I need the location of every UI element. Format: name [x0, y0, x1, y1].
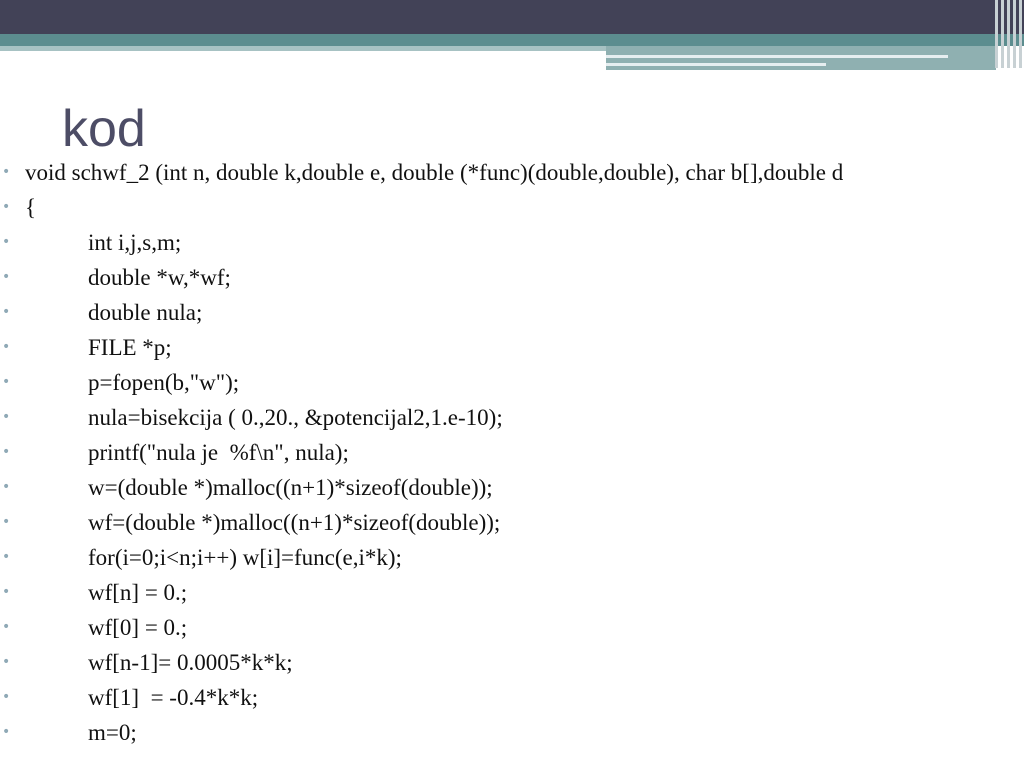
code-line [0, 365, 1024, 400]
code-line [0, 435, 1024, 470]
bullet-icon: • [2, 409, 11, 425]
bullet-icon: • [2, 444, 11, 460]
bullet-icon: • [2, 514, 11, 530]
bullet-icon: • [2, 619, 11, 635]
bullet-icon: • [2, 339, 11, 355]
code-line [0, 715, 1024, 750]
header-stripes [992, 0, 1024, 68]
code-line [0, 260, 1024, 295]
code-line [0, 680, 1024, 715]
code-line [0, 330, 1024, 365]
code-line [0, 505, 1024, 540]
header-right-block [606, 46, 996, 70]
bullet-icon: • [2, 584, 11, 600]
code-line [0, 470, 1024, 505]
header-right-line [606, 55, 948, 58]
code-line-text: wf[n-1]= 0.0005*k*k; [88, 650, 293, 675]
header-dark-bar [0, 0, 1024, 34]
code-line-text: wf[1] = -0.4*k*k; [88, 685, 259, 710]
code-line-text: double *w,*wf; [88, 265, 231, 290]
header-light-bar [0, 46, 606, 51]
code-line-text: int i,j,s,m; [88, 230, 182, 255]
bullet-icon: • [2, 549, 11, 565]
header-right-line [606, 63, 826, 66]
bullet-icon: • [2, 234, 11, 250]
code-line-text: double nula; [88, 300, 203, 325]
code-line-text: p=fopen(b,"w"); [88, 370, 240, 395]
bullet-icon: • [2, 689, 11, 705]
bullet-icon: • [2, 374, 11, 390]
code-line-text: wf[0] = 0.; [88, 615, 188, 640]
code-line-text: nula=bisekcija ( 0.,20., &potencijal2,1.e-10); [88, 405, 503, 430]
code-line [0, 190, 1024, 225]
code-line [0, 610, 1024, 645]
bullet-icon: • [2, 199, 11, 215]
code-line-text: { [25, 195, 37, 220]
bullet-icon: • [2, 654, 11, 670]
header-teal-bar [0, 34, 1024, 46]
bullet-icon: • [2, 724, 11, 740]
code-line [0, 645, 1024, 680]
bullet-icon: • [2, 269, 11, 285]
code-list [0, 155, 1024, 750]
code-line [0, 225, 1024, 260]
code-line-text: void schwf_2 (int n, double k,double e, double (*func)(double,double), char b[],double d [25, 160, 844, 185]
code-line-text: FILE *p; [88, 335, 172, 360]
code-line-text: wf[n] = 0.; [88, 580, 188, 605]
code-line [0, 575, 1024, 610]
code-line-text: wf=(double *)malloc((n+1)*sizeof(double)); [88, 510, 501, 535]
code-line [0, 400, 1024, 435]
code-line-text: printf("nula je %f\n", nula); [88, 440, 349, 465]
slide-title: kod [62, 100, 146, 158]
code-line [0, 295, 1024, 330]
code-line-text: w=(double *)malloc((n+1)*sizeof(double)); [88, 475, 493, 500]
bullet-icon: • [2, 164, 11, 180]
bullet-icon: • [2, 304, 11, 320]
code-line-text: m=0; [88, 720, 137, 745]
code-line-text: for(i=0;i<n;i++) w[i]=func(e,i*k); [88, 545, 402, 570]
code-line [0, 540, 1024, 575]
bullet-icon: • [2, 479, 11, 495]
code-line [0, 155, 1024, 190]
